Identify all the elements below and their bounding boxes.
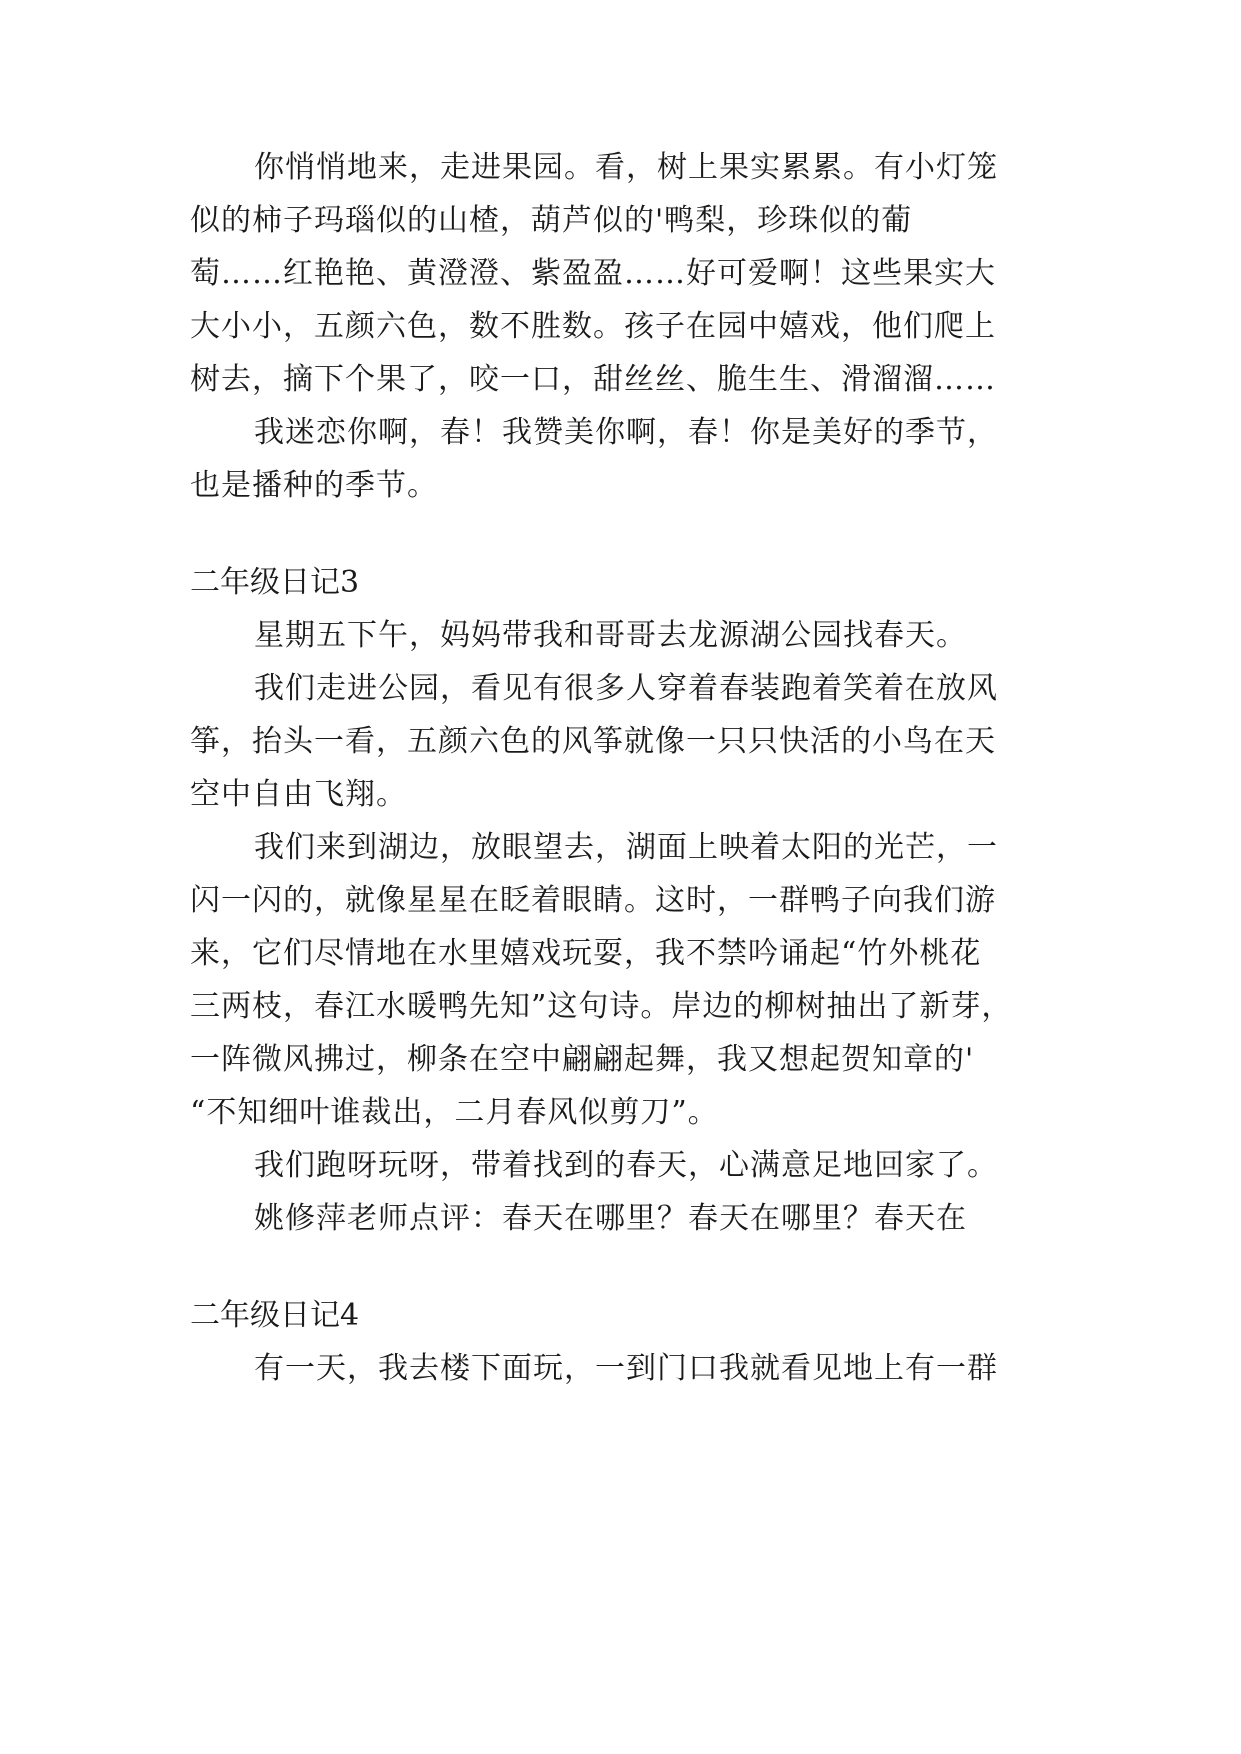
text-line: “不知细叶谁裁出，二月春风似剪刀”。 [190,1095,719,1130]
text-line: 星期五下午，妈妈带我和哥哥去龙源湖公园找春天。 [254,618,967,653]
text-line: 一阵微风拂过，柳条在空中翩翩起舞，我又想起贺知章的' [190,1042,975,1077]
text-line: 来，它们尽情地在水里嬉戏玩耍，我不禁吟诵起“竹外桃花 [190,936,982,971]
text-line: 闪一闪的，就像星星在眨着眼睛。这时，一群鸭子向我们游 [190,883,996,918]
text-line: 似的柿子玛瑙似的山楂，葫芦似的'鸭梨，珍珠似的葡 [190,203,913,238]
text-line: 我们来到湖边，放眼望去，湖面上映着太阳的光芒，一 [254,830,998,865]
text-line: 你悄悄地来，走进果园。看，树上果实累累。有小灯笼 [254,150,998,185]
text-line: 我迷恋你啊，春！我赞美你啊，春！你是美好的季节， [254,415,998,450]
text-line: 我们走进公园，看见有很多人穿着春装跑着笑着在放风 [254,671,998,706]
text-line: 三两枝，春江水暖鸭先知”这句诗。岸边的柳树抽出了新芽， [190,989,1013,1024]
text-line: 我们跑呀玩呀，带着找到的春天，心满意足地回家了。 [254,1148,998,1183]
diary-heading-4: 二年级日记4 [190,1298,360,1333]
text-line: 空中自由飞翔。 [190,777,407,812]
text-line: 树去，摘下个果了，咬一口，甜丝丝、脆生生、滑溜溜…… [190,362,996,397]
text-line: 有一天，我去楼下面玩，一到门口我就看见地上有一群 [254,1351,998,1386]
diary-heading-3: 二年级日记3 [190,565,360,600]
text-line: 也是播种的季节。 [190,468,438,503]
text-line: 大小小，五颜六色，数不胜数。孩子在园中嬉戏，他们爬上 [190,309,996,344]
text-line: 姚修萍老师点评：春天在哪里？春天在哪里？春天在 [254,1201,967,1236]
text-line: 筝，抬头一看，五颜六色的风筝就像一只只快活的小鸟在天 [190,724,996,759]
text-line: 萄……红艳艳、黄澄澄、紫盈盈……好可爱啊！这些果实大 [190,256,996,291]
